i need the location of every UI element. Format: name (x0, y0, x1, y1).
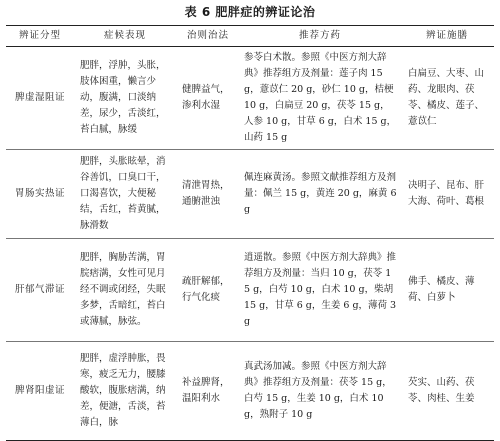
prescription-cell: 佩连麻黄汤。参照文献推荐组方及剂量：佩兰 15 g，黄连 20 g，麻黄 6 g (240, 150, 400, 239)
diet-cell: 芡实、山药、茯苓、肉桂、生姜 (400, 342, 494, 441)
symptoms-cell: 肥胖，头胀眩晕，消谷善饥，口臭口干，口渴喜饮，大便秘结，舌红，苔黄腻，脉滑数 (74, 150, 176, 239)
prescription-cell: 参苓白术散。参照《中医方剂大辞典》推荐组方及剂量：莲子肉 15 g，薏苡仁 20 g，砂仁 10 g，桔梗 10 g，白扁豆 20 g，茯苓 15 g，人参 10 g，甘草 6 g，白术 15 g，山药 15 g (240, 47, 400, 150)
treatment-cell: 健脾益气，渗利水湿 (176, 47, 240, 150)
column-header-diet: 辨证施膳 (400, 26, 494, 47)
syndrome-type-cell: 胃肠实热证 (6, 150, 74, 239)
syndrome-type-cell: 脾虚湿阻证 (6, 47, 74, 150)
symptoms-cell: 肥胖，胸胁苦满，胃脘痞满，女性可见月经不调或闭经，失眠多梦，舌暗红，苔白或薄腻，脉弦。 (74, 239, 176, 342)
diet-cell: 佛手、橘皮、薄荷、白萝卜 (400, 239, 494, 342)
column-header-prescription: 推荐方药 (240, 26, 400, 47)
table-caption: 表 6 肥胖症的辨证论治 (184, 5, 316, 19)
table-row (6, 150, 494, 239)
prescription-cell: 真武汤加减。参照《中医方剂大辞典》推荐组方及剂量：茯苓 15 g，白芍 15 g，生姜 10 g，白术 10 g，熟附子 10 g (240, 342, 400, 441)
syndrome-type-cell: 脾肾阳虚证 (6, 342, 74, 441)
syndrome-type-cell: 肝郁气滞证 (6, 239, 74, 342)
treatment-cell: 疏肝解郁，行气化痰 (176, 239, 240, 342)
column-header-syndrome-type: 辨证分型 (6, 26, 74, 47)
diet-cell: 白扁豆、大枣、山药、龙眼肉、茯苓、橘皮、莲子、薏苡仁 (400, 47, 494, 150)
prescription-cell: 逍遥散。参照《中医方剂大辞典》推荐组方及剂量：当归 10 g，茯苓 15 g，白芍 10 g，白术 10 g，柴胡 15 g，甘草 6 g，生姜 6 g，薄荷 3 g (240, 239, 400, 342)
table-row (6, 239, 494, 342)
table-row (6, 342, 494, 441)
treatment-cell: 补益脾肾，温阳利水 (176, 342, 240, 441)
column-header-treatment: 治则治法 (176, 26, 240, 47)
diet-cell: 决明子、昆布、肝大海、荷叶、葛根 (400, 150, 494, 239)
symptoms-cell: 肥胖，虚浮肿胀，畏寒，疲乏无力，腰膝酸软，腹胀痞满，纳差，便溏，舌淡，苔薄白，脉 (74, 342, 176, 441)
header-row (6, 26, 494, 47)
column-header-symptoms: 症候表现 (74, 26, 176, 47)
syndrome-table (6, 25, 494, 441)
treatment-cell: 清泄胃热，通腑泄浊 (176, 150, 240, 239)
symptoms-cell: 肥胖，浮肿，头胀，肢体困重，懒言少动，腹满，口淡纳差，尿少，舌淡红，苔白腻，脉缓 (74, 47, 176, 150)
table-row (6, 47, 494, 150)
